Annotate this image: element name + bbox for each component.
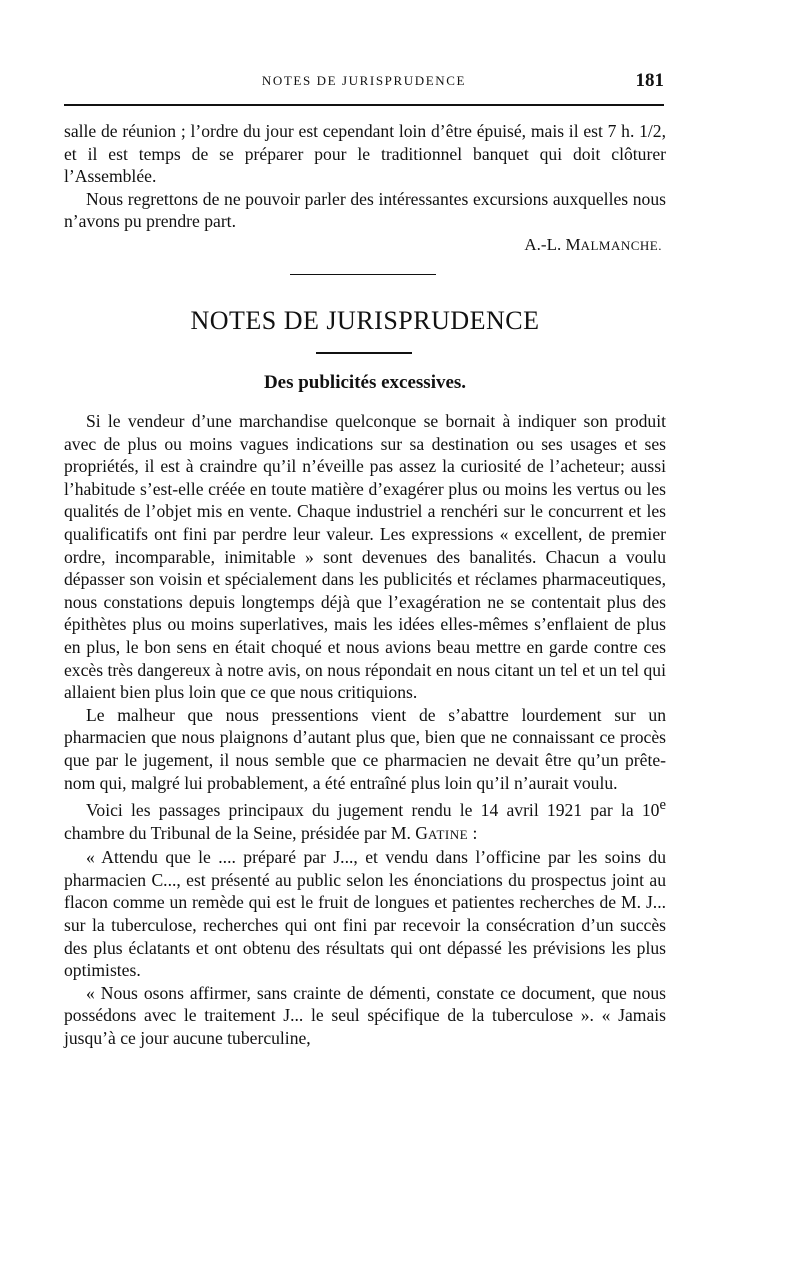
- previous-article-paragraph: Nous regrettons de ne pouvoir parler des intéressantes excursions auxquelles nous n’avons pu prendre part.: [64, 188, 666, 232]
- signature-name: ALMANCHE.: [580, 238, 662, 253]
- page-number: 181: [635, 70, 664, 91]
- body-paragraph: Si le vendeur d’une marchandise quelconque se bornait à indiquer son produit avec de plus ou moins vagues indications sur sa destination ou ses usages et ses propriétés, il est à craindre qu’il n’éveille pas assez la curiosité de l’acheteur; aussi l’habitude s’est-elle créée en toute matière d’exagérer plus ou moins les vertus ou les qualités de l’objet mis en vente. Chaque industriel a renchéri sur le concurrent et les qualificatifs ont fini par perdre leur valeur. Les expressions « excellent, de premier ordre, incomparable, inimitable » sont devenues des banalités. Chacun a voulu dépasser son voisin et spécialement dans les publicités et réclames pharmaceutiques, nous constations depuis longtemps déjà que l’exagération ne se contentait plus des épithètes plus ou moins superlatives, mais les idées elles-mêmes s’enflaient de plus en plus, le bon sens en était choqué et nous avions beau mettre en garde contre ces excès très dangereux à notre avis, on nous répondait en nous citant un tel et un tel qui allaient bien plus loin que ce que nous critiquions.: [64, 411, 666, 703]
- title-underline-rule: [316, 352, 412, 354]
- running-head: [64, 70, 664, 95]
- article-body: [64, 410, 666, 1049]
- section-title: NOTES DE JURISPRUDENCE: [190, 306, 540, 335]
- author-signature: [524, 235, 662, 255]
- quoted-judgment-paragraph: « Attendu que le .... préparé par J..., et vendu dans l’officine par les soins du pharmacien C..., est présenté au public selon les énonciations du prospectus joint au flacon comme un remède qui est le fruit de longues et patientes recherches de M. J... sur la tuberculose, recherches qui ont fini par recevoir la consécration d’un succès des plus éclatants et ont obtenu des résultats qui ont dépassé les prévisions les plus optimistes.: [64, 847, 666, 981]
- judgment-intro: Voici les passages principaux du jugement rendu le 14 avril 1921 par la 10: [86, 799, 660, 820]
- header-rule: [64, 104, 664, 106]
- body-paragraph: [64, 794, 666, 846]
- ordinal-suffix: e: [659, 797, 666, 814]
- article-subtitle: Des publicités excessives.: [263, 372, 467, 393]
- judgment-intro-continued: chambre du Tribunal de la Seine, présidée par M. G: [64, 822, 429, 843]
- judge-name: ATINE: [428, 826, 469, 842]
- running-head-title: NOTES DE JURISPRUDENCE: [261, 73, 467, 88]
- quoted-judgment-paragraph: « Nous osons affirmer, sans crainte de démenti, constate ce document, que nous possédons avec le traitement J... le seul spécifique de la tuberculose ». « Jamais jusqu’à ce jour aucune tuberculine,: [64, 982, 666, 1048]
- previous-article-paragraph: salle de réunion ; l’ordre du jour est cependant loin d’être épuisé, mais il est 7 h. 1/2, et il est temps de se préparer pour le traditionnel banquet qui doit clôturer l’Assemblée.: [64, 121, 666, 187]
- previous-article-text: [64, 120, 666, 233]
- body-paragraph: Le malheur que nous pressentions vient de s’abattre lourdement sur un pharmacien que nous plaignons d’autant plus que, bien que ne connaissant ce procès que par le jugement, il nous semble que ce pharmacien ne devait être qu’un prête-nom qui, malgré lui probablement, a été entraîné plus loin qu’il n’aurait voulu.: [64, 704, 666, 793]
- judgment-intro-end: :: [468, 822, 478, 843]
- section-separator-rule: [290, 274, 436, 275]
- signature-initials: A.-L. M: [524, 235, 581, 254]
